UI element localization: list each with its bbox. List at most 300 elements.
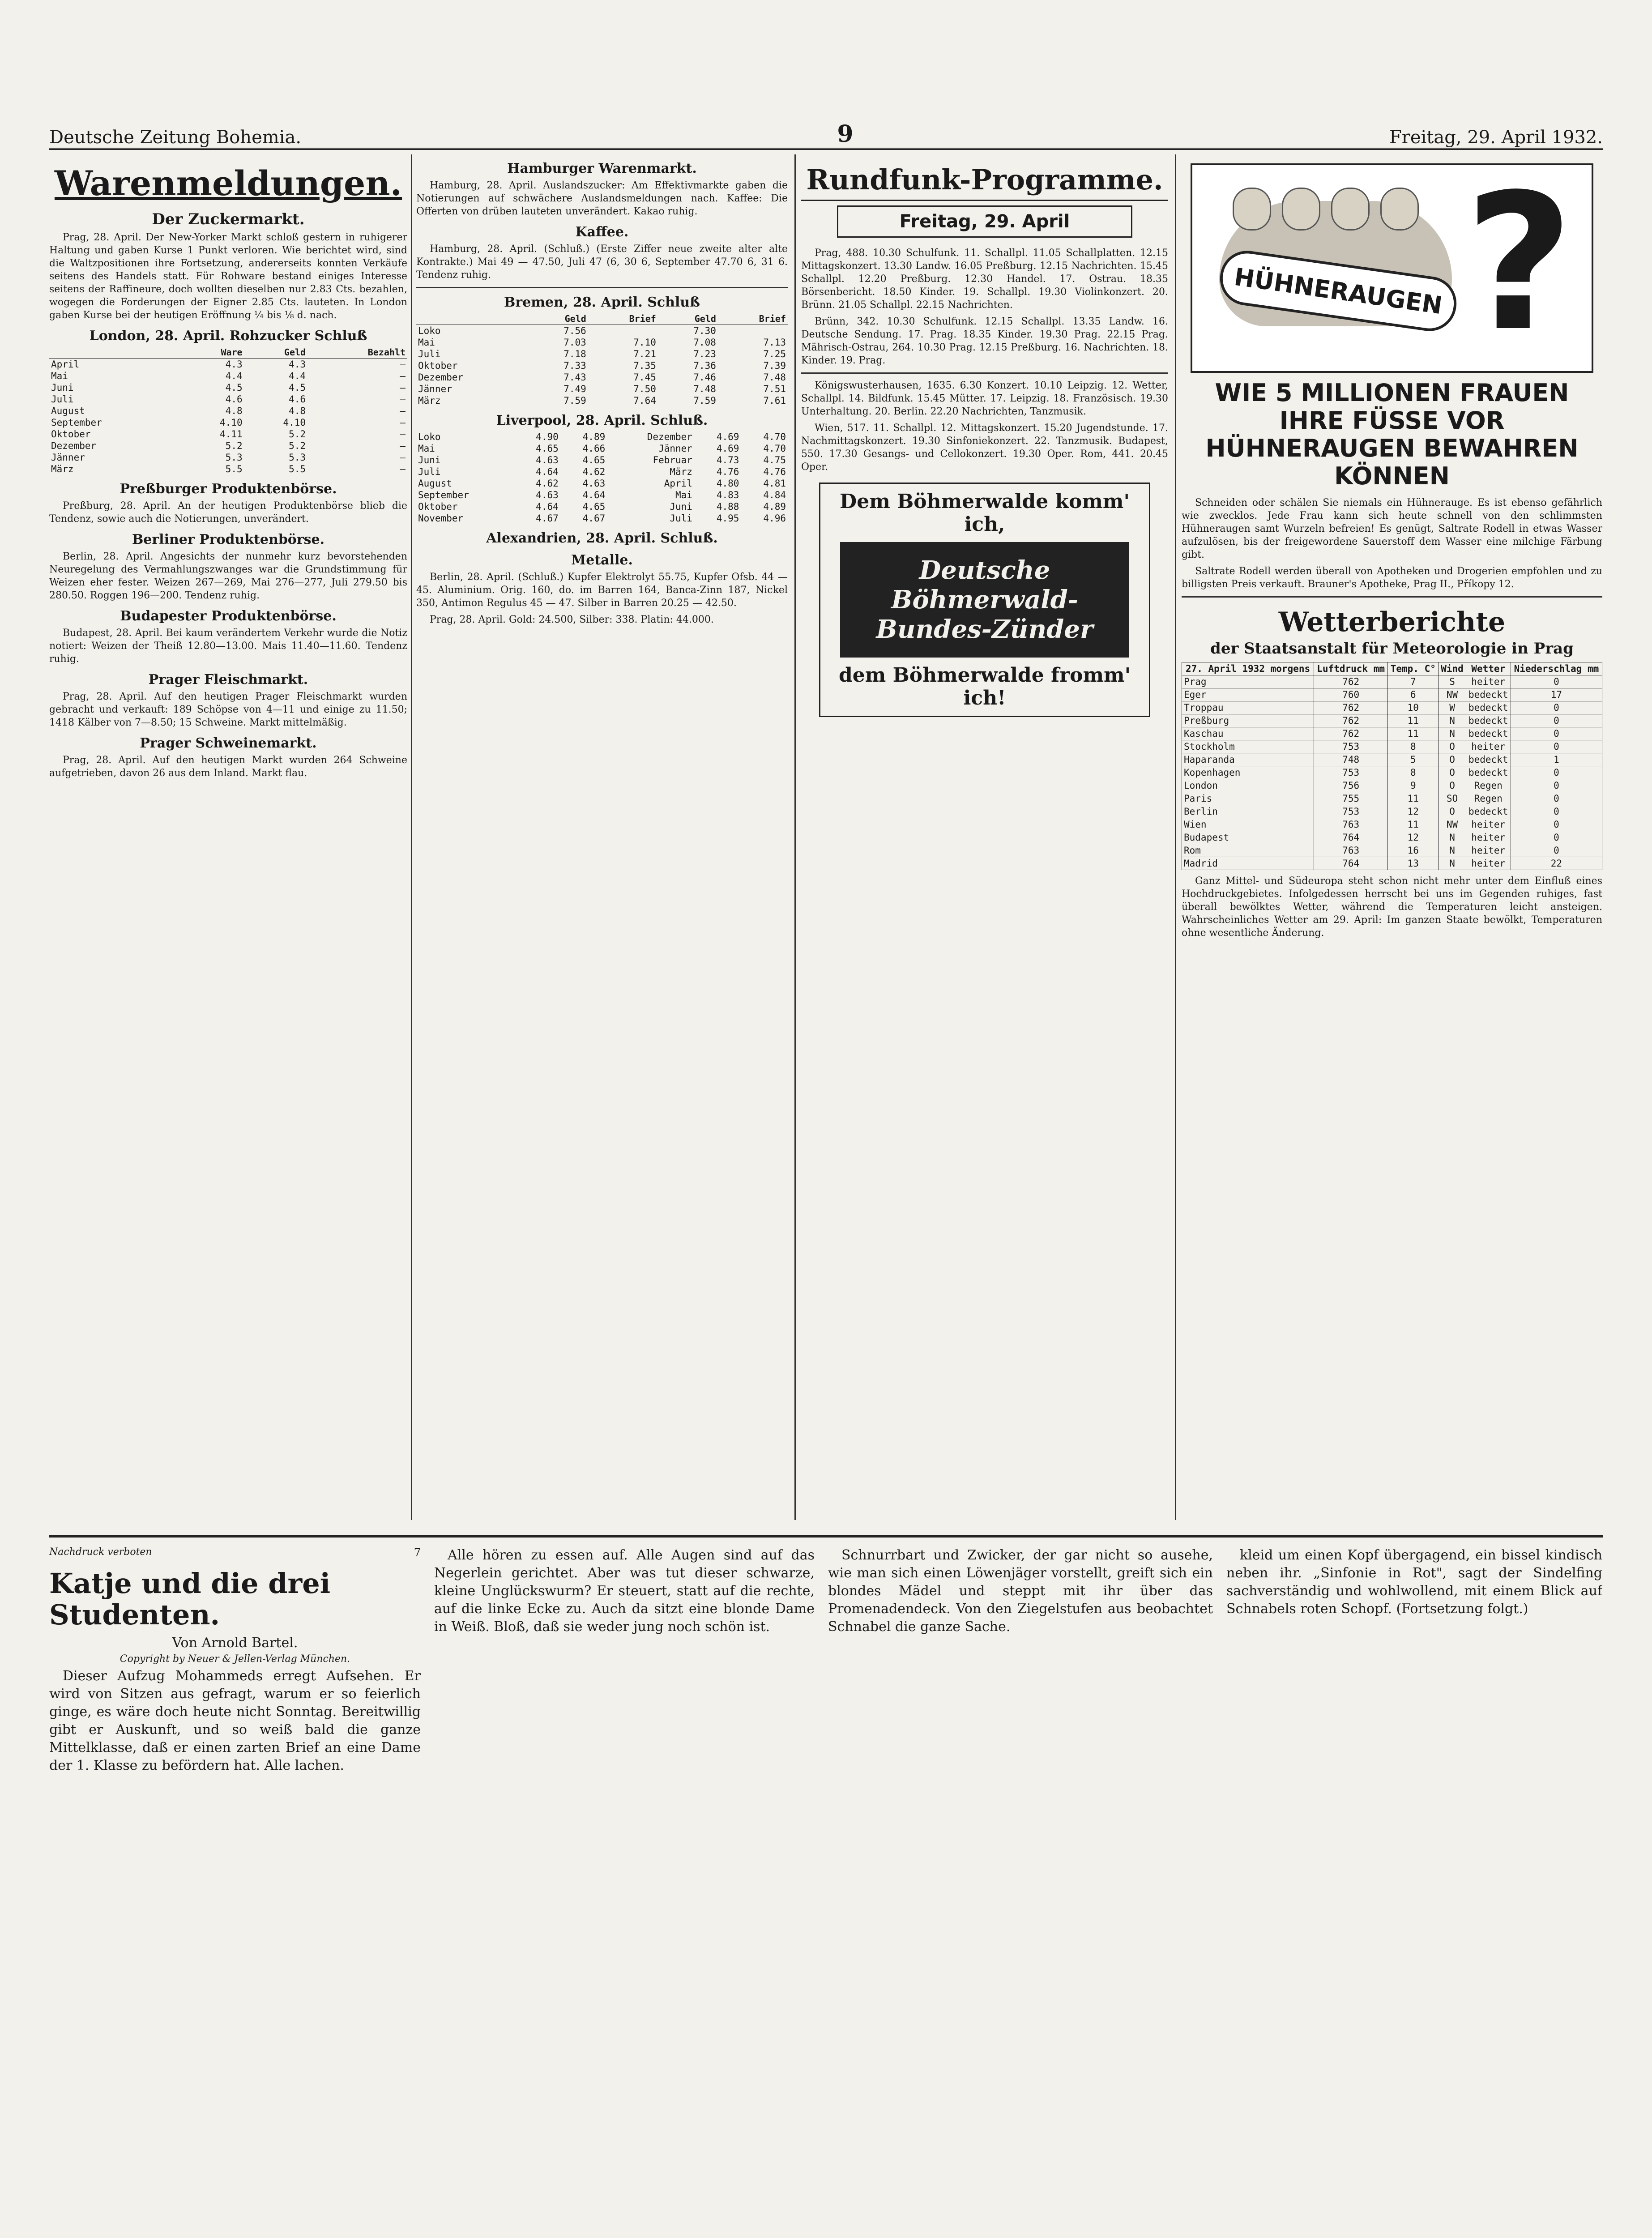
table-cell: 763 [1314, 844, 1388, 857]
table-cell: O [1439, 766, 1466, 779]
table-cell: 7.08 [693, 337, 716, 348]
table-header-cell [49, 346, 181, 359]
table-cell: bedeckt [1466, 714, 1511, 727]
table-cell: 7.45 [633, 372, 656, 383]
table-cell: 4.65 [582, 455, 606, 466]
table-cell: Juli [670, 513, 692, 524]
market-column [416, 154, 788, 1520]
meat-market-heading: Prager Fleischmarkt. [148, 672, 308, 688]
table-cell: NW [1439, 818, 1466, 831]
table-cell: Loko [418, 431, 441, 442]
table-cell: 4.73 [716, 455, 739, 466]
table-cell: Oktober [51, 429, 91, 440]
pig-market-heading: Prager Schweinemarkt. [140, 735, 317, 751]
table-row [416, 372, 788, 383]
table-cell: 4.88 [716, 501, 739, 512]
table-cell: 4.4 [289, 371, 306, 381]
table-cell: Rom [1182, 844, 1314, 857]
column-rule [1175, 154, 1176, 1520]
table-cell: Jänner [658, 443, 692, 454]
table-cell: — [400, 406, 406, 416]
table-cell: 753 [1314, 740, 1388, 753]
table-cell: 7.56 [563, 325, 586, 336]
table-cell: 4.67 [536, 513, 559, 524]
table-cell: 5.2 [225, 440, 243, 451]
table-cell: 0 [1511, 740, 1602, 753]
metals-heading: Metalle. [571, 552, 633, 568]
story-paragraph: kleid um einen Kopf übergagend, ein bissel kindisch neben ihr. „Sinfonie in Rot", sagt der Sindelfing sachverständig und wohlwollend, mit einem Blick auf Schnabels roten Schopf. (Fortsetzung folgt.) [1226, 1547, 1602, 1617]
table-row [416, 443, 788, 454]
installment-number: 7 [414, 1546, 421, 1559]
table-cell: 5.2 [289, 440, 306, 451]
table-cell: heiter [1466, 818, 1511, 831]
table-cell: März [51, 464, 74, 474]
table-cell: bedeckt [1466, 766, 1511, 779]
table-cell: — [400, 417, 406, 428]
table-row [49, 359, 407, 371]
table-cell: 762 [1314, 714, 1388, 727]
author-line: Von Arnold Bartel. [172, 1635, 298, 1651]
table-cell: 7.39 [763, 360, 786, 371]
table-cell: 0 [1511, 675, 1602, 688]
commodity-column [49, 154, 407, 1520]
column-rule [411, 154, 412, 1520]
table-header-cell: Luftdruck mm [1314, 662, 1388, 675]
pressburg-heading: Preßburger Produktenbörse. [120, 481, 337, 497]
table-cell: 7.46 [693, 372, 716, 383]
feuilleton-section [49, 1535, 1603, 2238]
table-header-cell: 27. April 1932 morgens [1182, 662, 1314, 675]
table-cell: Paris [1182, 792, 1314, 805]
table-cell: bedeckt [1466, 701, 1511, 714]
table-cell: 4.8 [225, 406, 243, 416]
table-cell: Februar [653, 455, 692, 466]
divider [801, 372, 1168, 374]
table-cell: heiter [1466, 831, 1511, 844]
table-header-cell: Wind [1439, 662, 1466, 675]
table-cell: O [1439, 753, 1466, 766]
table-cell: 7.59 [693, 395, 716, 406]
radio-date: Freitag, 29. April [837, 205, 1132, 238]
table-cell: 4.63 [536, 490, 559, 500]
table-cell: April [664, 478, 692, 489]
ad-footer: Saltrate Rodell werden überall von Apotheken und Drogerien empfohlen und zu billigsten Preis verkauft. Brauner's Apotheke, Prag II., Příkopy 12. [1182, 566, 1602, 590]
table-cell: 748 [1314, 753, 1388, 766]
table-cell: 0 [1511, 727, 1602, 740]
berlin-heading: Berliner Produktenbörse. [132, 532, 325, 547]
table-row [1182, 844, 1602, 857]
question-mark-icon: ? [1464, 154, 1574, 373]
weather-table [1182, 662, 1602, 870]
table-row [1182, 766, 1602, 779]
table-cell: 7.48 [693, 384, 716, 394]
coffee-heading: Kaffee. [575, 224, 629, 240]
table-cell: 7 [1388, 675, 1439, 688]
table-cell: O [1439, 779, 1466, 792]
table-cell: 7.51 [763, 384, 786, 394]
table-cell: 4.65 [582, 501, 606, 512]
table-cell: S [1439, 675, 1466, 688]
table-row [1182, 831, 1602, 844]
alexandria-heading: Alexandrien, 28. April. Schluß. [486, 530, 718, 546]
table-cell: 4.5 [225, 382, 243, 393]
ad-weather-column [1182, 154, 1602, 1520]
table-cell: 4.95 [716, 513, 739, 524]
table-cell: 6 [1388, 688, 1439, 701]
toe-shape [1233, 188, 1271, 231]
table-cell: — [400, 429, 406, 440]
table-cell: heiter [1466, 844, 1511, 857]
coffee-report: Hamburg, 28. April. (Schluß.) (Erste Ziffer neue zweite alter alte Kontrakte.) Mai 49 — 47.50, Juli 47 (6, 30 6, September 47.70 6, 31 6. Tendenz ruhig. [416, 243, 788, 281]
radio-column [801, 154, 1168, 1520]
table-cell: Dezember [418, 372, 464, 383]
table-row [49, 393, 407, 405]
table-header-cell: Brief [718, 313, 788, 325]
table-cell: 4.89 [763, 501, 786, 512]
table-cell: 0 [1511, 701, 1602, 714]
table-cell: 4.84 [763, 490, 786, 500]
table-row [49, 463, 407, 475]
table-cell: 4.3 [289, 359, 306, 370]
table-cell: 11 [1388, 818, 1439, 831]
table-cell: 0 [1511, 792, 1602, 805]
table-cell: 0 [1511, 818, 1602, 831]
table-cell: Oktober [418, 501, 458, 512]
table-cell: Juli [418, 349, 441, 359]
reprint-note: Nachdruck verboten [49, 1546, 152, 1558]
table-cell: bedeckt [1466, 688, 1511, 701]
table-cell: 4.76 [763, 466, 786, 477]
table-cell: 4.70 [763, 443, 786, 454]
table-row [416, 454, 788, 466]
copyright-line: Copyright by Neuer & Jellen-Verlag München. [120, 1653, 350, 1665]
table-cell: 7.48 [763, 372, 786, 383]
table-cell: 7.33 [563, 360, 586, 371]
toe-shape [1380, 188, 1419, 231]
table-cell: 4.96 [763, 513, 786, 524]
table-cell: 4.75 [763, 455, 786, 466]
table-cell: 4.69 [716, 443, 739, 454]
bremen-table [416, 313, 788, 406]
hamburg-report: Hamburg, 28. April. Auslandszucker: Am Effektivmarkte gaben die Notierungen auf schwächere Auslandsmeldungen nach. Kaffee: Die Offerten von drüben lauteten unverändert. Kakao ruhig. [416, 180, 788, 217]
table-cell: 4.8 [289, 406, 306, 416]
radio-listing: Königswusterhausen, 1635. 6.30 Konzert. 10.10 Leipzig. 12. Wetter, Schallpl. 14. Bildfunk. 15.45 Mütter. 17. Leipzig. 18. Französisch. 19.30 Unterhaltung. 20. Berlin. 22.20 Nachrichten, Tanzmusik. [801, 380, 1168, 417]
table-cell: Mai [51, 371, 68, 381]
ad-slogan: dem Böhmerwalde fromm' ich! [838, 664, 1131, 709]
story-paragraph: Dieser Aufzug Mohammeds erregt Aufsehen. Er wird von Sitzen aus gefragt, warum er so feierlich ginge, es wäre doch heute nicht Sonntag. Bereitwillig gibt er Auskunft, und so weiß bald die ganze Mittelklasse, daß er einen zarten Brief an eine Dame der 1. Klasse zu befördern hat. Alle lachen. [49, 1668, 421, 1773]
table-cell: SO [1439, 792, 1466, 805]
table-cell: — [400, 382, 406, 393]
table-cell: 0 [1511, 831, 1602, 844]
table-cell: London [1182, 779, 1314, 792]
table-cell: Prag [1182, 675, 1314, 688]
table-row [1182, 818, 1602, 831]
table-cell: 7.21 [633, 349, 656, 359]
meat-market-report: Prag, 28. April. Auf den heutigen Prager Fleischmarkt wurden gebracht und verkauft: 189 Schöpse von 4—11 und einige zu 11.50; 1418 Kälber von 7—8.50; 15 Schweine. Markt mittelmäßig. [49, 691, 407, 728]
table-cell: Berlin [1182, 805, 1314, 818]
weather-forecast: Ganz Mittel- und Südeuropa steht schon nicht mehr unter dem Einfluß eines Hochdruckgebietes. Infolgedessen herrscht bei uns im Gegenden ruhiges, fast überall bewölktes Wetter, während die Temperaturen leicht ansteigen. Wahrscheinliches Wetter am 29. April: Im ganzen Staate bewölkt, Temperaturen ohne wesentliche Änderung. [1182, 876, 1602, 939]
story-paragraph: Alle hören zu essen auf. Alle Augen sind auf das Negerlein gerichtet. Aber was tut dieser schwarze, kleine Unglückswurm? Er steuert, statt auf die rechte, auf die linke Ecke zu. Auch da sitzt eine blonde Dame in Weiß. Bloß, daß sie weder jung noch schön ist. [434, 1547, 815, 1635]
table-cell: Madrid [1182, 857, 1314, 870]
table-cell: 7.61 [763, 395, 786, 406]
table-cell: 753 [1314, 805, 1388, 818]
table-row [49, 452, 407, 463]
table-cell: März [670, 466, 692, 477]
table-row [416, 478, 788, 489]
radio-listing: Brünn, 342. 10.30 Schulfunk. 12.15 Schallpl. 13.35 Landw. 16. Deutsche Sendung. 17. Prag. 18.35 Kinder. 19.30 Prag. 22.15 Prag. Mährisch-Ostrau, 264. 10.30 Prag. 12.15 Preßburg. 16. Nachrichten. 18. Kinder. 19. Prag. [801, 316, 1168, 366]
table-cell: 4.64 [536, 466, 559, 477]
story-paragraph: Schnurrbart und Zwicker, der gar nicht so ausehe, wie man sich einen Löwenjäger vorstellt, greift sich ein blondes Mädel und steppt mit ihr über das Promenadendeck. Von den Ziegelstufen aus beobachtet Schnabel die ganze Sache. [828, 1547, 1213, 1635]
table-cell: Juni [418, 455, 441, 466]
table-cell: 4.5 [289, 382, 306, 393]
story-column [828, 1546, 1213, 2238]
table-row [416, 395, 788, 406]
sugar-heading: Der Zuckermarkt. [152, 210, 305, 228]
table-cell: 4.64 [536, 501, 559, 512]
table-cell: 4.76 [716, 466, 739, 477]
table-cell: 4.10 [283, 417, 306, 428]
table-cell: 4.62 [536, 478, 559, 489]
table-cell: Regen [1466, 792, 1511, 805]
table-cell: Oktober [418, 360, 458, 371]
table-cell: 4.70 [763, 431, 786, 442]
berlin-report: Berlin, 28. April. Angesichts der nunmehr kurz bevorstehenden Neuregelung des Vermahlungszwanges war die Grundstimmung für Weizen eher fester. Weizen 267—269, Mai 276—277, Juli 279.50 bis 280.50. Roggen 196—200. Tendenz ruhig. [49, 551, 407, 601]
table-cell: 4.6 [289, 394, 306, 405]
table-cell: — [400, 394, 406, 405]
toe-shape [1282, 188, 1320, 231]
table-cell: 4.11 [220, 429, 243, 440]
table-header-cell: Niederschlag mm [1511, 662, 1602, 675]
table-cell: 762 [1314, 701, 1388, 714]
toe-shape [1331, 188, 1370, 231]
table-header-cell: Geld [244, 346, 307, 359]
table-cell: — [400, 359, 406, 370]
table-cell: 7.49 [563, 384, 586, 394]
table-row [416, 513, 788, 524]
table-row [416, 489, 788, 501]
table-cell: Regen [1466, 779, 1511, 792]
table-cell: N [1439, 831, 1466, 844]
divider [416, 287, 788, 288]
table-cell: Juni [670, 501, 692, 512]
table-cell: Juli [51, 394, 74, 405]
table-cell: August [51, 406, 85, 416]
table-cell: 7.13 [763, 337, 786, 348]
table-cell: 764 [1314, 831, 1388, 844]
table-cell: Budapest [1182, 831, 1314, 844]
hamburg-heading: Hamburger Warenmarkt. [507, 161, 697, 176]
table-cell: Juni [51, 382, 74, 393]
pressburg-report: Preßburg, 28. April. An der heutigen Produktenbörse blieb die Tendenz, sowie auch die Notierungen, unverändert. [49, 500, 407, 525]
table-cell: September [51, 417, 102, 428]
table-row [1182, 805, 1602, 818]
table-cell: 12 [1388, 805, 1439, 818]
story-column [49, 1546, 421, 2238]
table-cell: Stockholm [1182, 740, 1314, 753]
table-header-cell: Temp. C° [1388, 662, 1439, 675]
table-cell: 11 [1388, 714, 1439, 727]
table-cell: 4.81 [763, 478, 786, 489]
table-cell: Jänner [418, 384, 452, 394]
table-cell: — [400, 452, 406, 463]
table-cell: 5.5 [225, 464, 243, 474]
table-row [416, 431, 788, 443]
page-number: 9 [837, 120, 854, 148]
table-cell: August [418, 478, 452, 489]
table-row [416, 325, 788, 337]
radio-title: Rundfunk-Programme. [801, 163, 1168, 201]
table-row [416, 360, 788, 372]
issue-date: Freitag, 29. April 1932. [1389, 127, 1603, 148]
table-cell: 7.35 [633, 360, 656, 371]
table-cell: 760 [1314, 688, 1388, 701]
table-cell: 7.64 [633, 395, 656, 406]
divider [1182, 596, 1602, 598]
pig-market-report: Prag, 28. April. Auf den heutigen Markt wurden 264 Schweine aufgetrieben, davon 26 aus dem Inland. Markt flau. [49, 755, 407, 779]
table-cell: 5.3 [225, 452, 243, 463]
table-row [1182, 675, 1602, 688]
masthead [49, 116, 1603, 150]
table-cell: N [1439, 844, 1466, 857]
table-cell: 5.3 [289, 452, 306, 463]
table-header-cell: Wetter [1466, 662, 1511, 675]
table-cell: 12 [1388, 831, 1439, 844]
liverpool-table [416, 431, 788, 524]
budapest-report: Budapest, 28. April. Bei kaum verändertem Verkehr wurde die Notiz notiert: Weizen der Theiß 12.80—13.00. Mais 11.40—11.60. Tendenz ruhig. [49, 628, 407, 665]
table-cell: 4.66 [582, 443, 606, 454]
table-header-cell: Ware [181, 346, 244, 359]
table-row [49, 382, 407, 393]
table-cell: Kaschau [1182, 727, 1314, 740]
table-cell [588, 325, 658, 337]
table-cell: W [1439, 701, 1466, 714]
table-cell: 762 [1314, 727, 1388, 740]
table-row [1182, 792, 1602, 805]
table-cell: 1 [1511, 753, 1602, 766]
london-sugar-heading: London, 28. April. Rohzucker Schluß [89, 328, 367, 344]
weather-subtitle: der Staatsanstalt für Meteorologie in Prag [1210, 640, 1574, 658]
table-cell: — [400, 464, 406, 474]
table-cell: April [51, 359, 80, 370]
table-header-cell: Bezahlt [307, 346, 407, 359]
column-rule [794, 154, 796, 1520]
table-cell: Mai [675, 490, 692, 500]
table-cell: 4.90 [536, 431, 559, 442]
table-cell: 7.23 [693, 349, 716, 359]
table-cell: Troppau [1182, 701, 1314, 714]
metals-report: Berlin, 28. April. (Schluß.) Kupfer Elektrolyt 55.75, Kupfer Ofsb. 44 — 45. Aluminium. Orig. 160, do. im Barren 164, Banca-Zinn 187, Nickel 350, Antimon Regulus 45 — 47. Silber in Barren 20.25 — 42.50. [416, 572, 788, 609]
table-row [416, 348, 788, 360]
table-cell: O [1439, 805, 1466, 818]
table-cell: Kopenhagen [1182, 766, 1314, 779]
table-row [1182, 714, 1602, 727]
bremen-heading: Bremen, 28. April. Schluß [504, 295, 700, 310]
ad-body: Schneiden oder schälen Sie niemals ein Hühnerauge. Es ist ebenso gefährlich wie zwecklos. Jede Frau kann sich heute schnell von den schlimmsten Hühneraugen samt Wurzeln befreien! Es genügt, Saltrate Rodell in etwas Wasser aufzulösen, bis der freigewordene Sauerstoff dem Wasser eine milchige Färbung gibt. [1182, 497, 1602, 560]
table-cell: bedeckt [1466, 753, 1511, 766]
table-cell: März [418, 395, 441, 406]
table-cell: heiter [1466, 675, 1511, 688]
table-cell: — [400, 440, 406, 451]
table-cell: 4.69 [716, 431, 739, 442]
table-row [1182, 857, 1602, 870]
table-cell: 4.63 [582, 478, 606, 489]
table-cell: 756 [1314, 779, 1388, 792]
table-cell: 4.89 [582, 431, 606, 442]
table-cell: 5.5 [289, 464, 306, 474]
table-cell: — [400, 371, 406, 381]
table-row [49, 417, 407, 428]
table-cell: 5.2 [289, 429, 306, 440]
table-cell [718, 325, 788, 337]
table-row [49, 428, 407, 440]
table-cell: Wien [1182, 818, 1314, 831]
table-cell: Preßburg [1182, 714, 1314, 727]
table-header-cell: Geld [528, 313, 588, 325]
table-cell: Dezember [51, 440, 97, 451]
table-cell: 0 [1511, 779, 1602, 792]
table-cell: 8 [1388, 740, 1439, 753]
table-header-cell [416, 313, 528, 325]
ad-headline: Dem Böhmerwalde komm' ich, [840, 490, 1130, 536]
table-cell: 7.03 [563, 337, 586, 348]
table-row [1182, 740, 1602, 753]
table-row [416, 501, 788, 513]
table-cell: NW [1439, 688, 1466, 701]
budapest-heading: Budapester Produktenbörse. [120, 608, 337, 624]
table-cell: Eger [1182, 688, 1314, 701]
table-cell: 4.4 [225, 371, 243, 381]
table-row [1182, 688, 1602, 701]
table-cell: 7.36 [693, 360, 716, 371]
table-cell: 0 [1511, 714, 1602, 727]
table-cell: heiter [1466, 857, 1511, 870]
london-sugar-table [49, 346, 407, 475]
table-cell: November [418, 513, 464, 524]
table-row [416, 337, 788, 348]
table-row [416, 383, 788, 395]
liverpool-heading: Liverpool, 28. April. Schluß. [496, 413, 708, 428]
table-cell: 4.83 [716, 490, 739, 500]
table-cell: 5 [1388, 753, 1439, 766]
table-header-cell: Brief [588, 313, 658, 325]
matchbox-label: Deutsche Böhmerwald-Bundes-Zünder [840, 542, 1129, 658]
table-header-cell: Geld [658, 313, 718, 325]
table-cell: 7.25 [763, 349, 786, 359]
table-cell: N [1439, 714, 1466, 727]
table-cell: 7.10 [633, 337, 656, 348]
radio-listing: Prag, 488. 10.30 Schulfunk. 11. Schallpl. 11.05 Schallplatten. 12.15 Mittagskonzert. 13.30 Landw. 16.05 Preßburg. 12.15 Nachrichten. 15.45 Schallpl. 12.20 Preßburg. 12.30 Handel. 17. Ostrau. 18.35 Börsenbericht. 18.50 Kinder. 19. Schallpl. 19.30 Violinkonzert. 20. Brünn. 21.05 Schallpl. 22.15 Nachrichten. [801, 248, 1168, 311]
table-cell: 8 [1388, 766, 1439, 779]
table-row [49, 405, 407, 417]
table-cell: heiter [1466, 740, 1511, 753]
section-title: Warenmeldungen. [54, 163, 402, 203]
table-cell: 10 [1388, 701, 1439, 714]
table-cell: Jänner [51, 452, 85, 463]
table-cell: 4.3 [225, 359, 243, 370]
table-cell: Loko [418, 325, 441, 336]
corn-stamp: HÜHNERAUGEN [1217, 248, 1460, 335]
table-cell: 7.43 [563, 372, 586, 383]
table-cell: 11 [1388, 792, 1439, 805]
table-cell: Mai [418, 443, 435, 454]
table-row [416, 466, 788, 478]
table-cell: bedeckt [1466, 805, 1511, 818]
table-row [1182, 701, 1602, 714]
sugar-report: Prag, 28. April. Der New-Yorker Markt schloß gestern in ruhigerer Haltung und gaben Kurse 1 Punkt verloren. Wie berichtet wird, sind die Waltzpositionen ihre Fortsetzung, andererseits konnten Verkäufe seitens des Handels statt. Für Rohware bestand einiges Interesse seitens der Raffineure, doch wollten dieselben nur 2.83 Cts. bezahlen, wogegen die Forderungen der Eigner 2.85 Cts. lauteten. In London gaben Kurse bei der heutigen Eröffnung ¼ bis ⅛ d. nach. [49, 232, 407, 321]
reprint-line [49, 1546, 421, 1559]
foot-illustration [1191, 154, 1593, 373]
story-column [1226, 1546, 1602, 2238]
